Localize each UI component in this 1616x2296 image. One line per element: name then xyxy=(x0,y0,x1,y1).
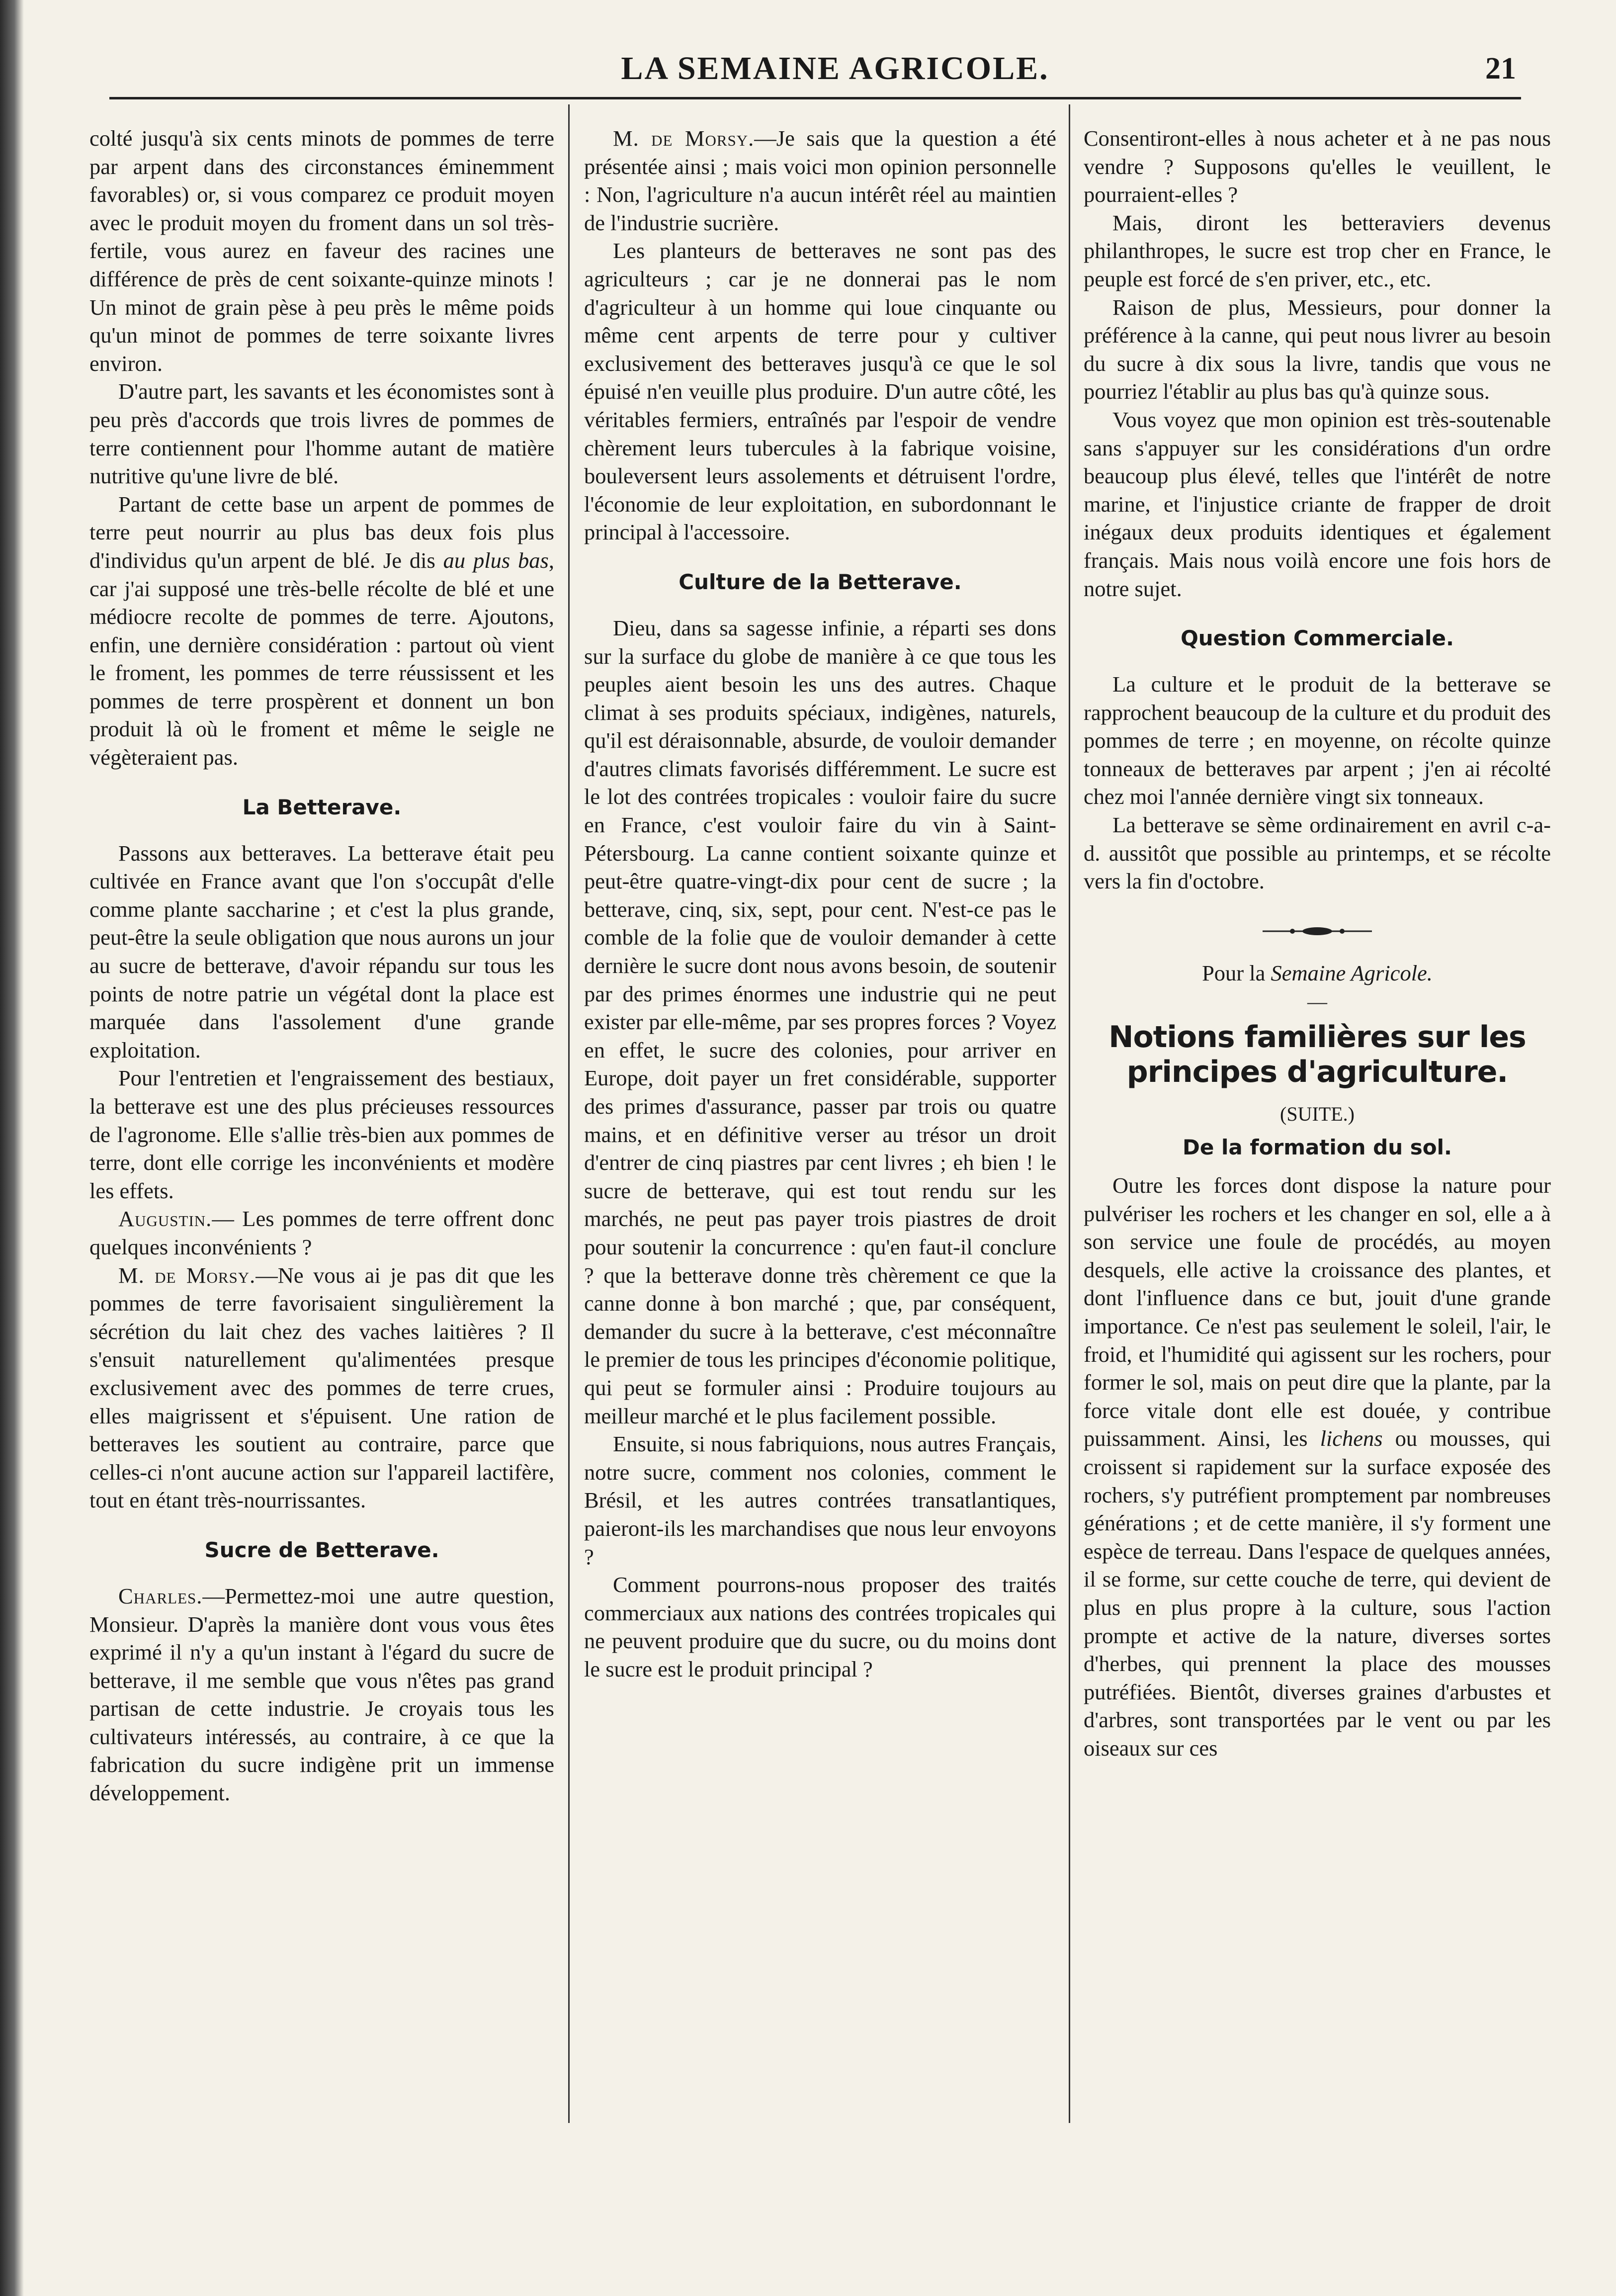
section-heading: Sucre de Betterave. xyxy=(204,1537,439,1562)
page-header xyxy=(99,40,1516,94)
speaker-name: Charles. xyxy=(118,1583,203,1608)
paragraph: colté jusqu'à six cents minots de pommes de terre par arpent dans des circonstances éminemment favorables) or, si vous comparez ce produit moyen avec le produit moyen du froment dans un sol très-fertile, vous aurez en faveur des racines une différence de près de cent soixante-quinze minots ! Un minot de grain pèse à peu près le même poids qu'un minot de pommes de terre soixante livres environ. xyxy=(89,126,554,376)
paragraph: Raison de plus, Messieurs, pour donner la préférence à la canne, qui peut nous livrer au besoin du sucre à dix sous la livre, tandis que vous ne pourriez l'établir au plus bas qu'à quinze sous. xyxy=(1084,294,1551,404)
continuation-label: (SUITE.) xyxy=(1280,1103,1355,1126)
journal-title: LA SEMAINE AGRICOLE. xyxy=(621,50,1049,87)
emphasis: au plus bas xyxy=(443,547,549,573)
column-2 xyxy=(584,124,1056,2123)
text-run: Outre les forces dont dispose la nature pour pulvériser les rochers et les changer en sol, elle a à son service une foule de procédés, au moyen desquels, elle active la croissance des plantes, et dont l'influence dans ce but, jouit d'une grande importance. Ce n'est pas seulement le soleil, l'air, le froid, et l'humidité qui agissent sur les rochers, pour former le sol, mais on peut dire que la plante, par la force vitale dont elle est douée, y contribue puissamment. Ainsi, les xyxy=(1084,1173,1551,1451)
paragraph: Passons aux betteraves. La betterave était peu cultivée en France avant que l'on s'occupât d'elle comme plante saccharine ; et c'est la plus grande, peut-être la seule obligation que nous aurons un jour au sucre de betterave, d'avoir répandu sur tous les points de notre patrie un végétal dont la place est marquée dans l'assolement d'une grande exploitation. xyxy=(89,840,554,1062)
text-run: ou mousses, qui croissent si rapidement sur la surface exposée des rochers, s'y putréfient promptement par nombreuses générations ; et de cette manière, il s'y forment une espèce de terreau. Dans l'espace de quelques années, il se forme, sur cette couche de terre, qui devient de plus en plus propre à la culture, sous l'action prompte et active de la nature, diverses sortes d'herbes, qui prennent la place des mousses putréfiées. Bientôt, diverses graines d'arbustes et d'arbres, sont transportées par le vent ou par les oiseaux sur ces xyxy=(1084,1426,1551,1761)
speaker-name: M. de Morsy. xyxy=(613,126,755,151)
column-divider xyxy=(1069,104,1070,2123)
paragraph xyxy=(1084,1171,1551,1762)
dialogue-paragraph xyxy=(89,1261,554,1514)
text-run: —Ne vous ai je pas dit que les pommes de terre favorisaient singulièrement la sécrétion du lait chez des vaches laitières ? Il s'ensuit naturellement qu'alimentées presque exclusivement avec des pommes de terre crues, elles maigrissent et s'épuisent. Une ration de betteraves les soutient au contraire, parce que celles-ci n'ont aucune action sur l'appareil lactifère, tout en étant très-nourrissantes. xyxy=(89,1262,554,1513)
section-heading: Culture de la Betterave. xyxy=(679,569,962,594)
page-number: 21 xyxy=(1485,52,1516,86)
column-1 xyxy=(89,124,554,2123)
paragraph xyxy=(89,490,554,772)
paragraph: Pour l'entretien et l'engraissement des bestiaux, la betterave est une des plus précieuses ressources de l'agronome. Elle s'allie très-bien aux pommes de terre, dont elle corrige les inconvénients et modère les effets. xyxy=(89,1065,554,1203)
paragraph: Consentiront-elles à nous acheter et à ne pas nous vendre ? Supposons qu'elles le veuillent, le pourraient-elles ? xyxy=(1084,126,1551,207)
paragraph: La culture et le produit de la betterave se rapprochent beaucoup de la culture et du produit des pommes de terre ; en moyenne, on récolte quinze tonneaux de betteraves par arpent ; j'en ai récolté chez moi l'année dernière vingt six tonneaux. xyxy=(1084,672,1551,809)
dialogue-paragraph xyxy=(89,1582,554,1807)
short-rule: — xyxy=(1307,990,1327,1013)
column-divider xyxy=(568,104,570,2123)
paragraph: La betterave se sème ordinairement en avril c-a-d. aussitôt que possible au printemps, et se récolte vers la fin d'octobre. xyxy=(1084,812,1551,894)
paragraph: Les planteurs de betteraves ne sont pas des agriculteurs ; car je ne donnerai pas le nom d'agriculteur à un homme qui loue cinquante ou même cent arpents de terre pour y cultiver exclusivement des betteraves jusqu'à ce que le sol épuisé n'en veuille plus produire. D'un autre côté, les véritables fermiers, entraînés par l'espoir de vendre chèrement leurs tubercules à la fabrique voisine, bouleversent leurs assolements et détruisent l'ordre, l'économie de leur exploitation, en subordonnant le principal à l'accessoire. xyxy=(584,238,1056,545)
paragraph: Ensuite, si nous fabriquions, nous autres Français, notre sucre, comment nos colonies, comment le Brésil, et les autres contrées transatlantiques, paieront-ils les marchandises que nous leur envoyons ? xyxy=(584,1431,1056,1569)
ornament-divider xyxy=(1084,919,1551,939)
emphasis: Semaine Agricole. xyxy=(1271,960,1433,985)
paragraph: Mais, diront les betteraviers devenus philanthropes, le sucre est trop cher en France, le peuple est forcé de s'en priver, etc., etc. xyxy=(1084,210,1551,291)
paragraph: Vous voyez que mon opinion est très-soutenable sans s'appuyer sur les considérations d'un ordre beaucoup plus élevé, telles que l'intérêt de notre marine, et l'injustice criante de frapper de droit inégaux deux produits identiques et également français. Mais nous voilà encore une fois hors de notre sujet. xyxy=(1084,407,1551,601)
section-heading: La Betterave. xyxy=(242,795,402,819)
text-run: —Permettez-moi une autre question, Monsieur. D'après la manière dont vous vous êtes exprimé il n'y a qu'un instant à l'égard du sucre de betterave, il me semble que vous n'êtes pas grand partisan de cette industrie. Je croyais tous les cultivateurs intéressés, au contraire, à ce que la fabrication du sucre indigène prit un immense développement. xyxy=(89,1583,554,1806)
binding-shadow xyxy=(0,0,24,2296)
section-heading: De la formation du sol. xyxy=(1183,1135,1452,1160)
text-run: Pour la xyxy=(1202,960,1271,985)
emphasis: lichens xyxy=(1320,1426,1383,1451)
speaker-name: M. de Morsy. xyxy=(118,1262,256,1288)
dialogue-paragraph xyxy=(89,1205,554,1261)
dialogue-paragraph xyxy=(584,124,1056,237)
speaker-name: Augustin. xyxy=(118,1206,212,1232)
column-3 xyxy=(1084,124,1551,2123)
byline xyxy=(1084,959,1551,987)
text-run: —Je sais que la question a été présentée ainsi ; mais voici mon opinion personnelle : Non, l'agriculture n'a aucun intérêt réel au maintien de l'industrie sucrière. xyxy=(584,126,1056,235)
article-title: Notions familières sur les principes d'agriculture. xyxy=(1108,1020,1526,1090)
ornament-icon xyxy=(1258,925,1377,937)
text-run: — Les pommes de terre offrent donc quelques inconvénients ? xyxy=(89,1206,554,1259)
text-run: Partant de cette base un arpent de pommes de terre peut nourrir au plus bas deux fois plus d'individus qu'un arpent de blé. Je dis xyxy=(89,491,554,573)
section-heading: Question Commerciale. xyxy=(1181,626,1454,651)
paragraph: Comment pourrons-nous proposer des traités commerciaux aux nations des contrées tropicales qui ne peuvent produire que du sucre, ou du moins dont le sucre est le produit principal ? xyxy=(584,1572,1056,1681)
header-rule xyxy=(109,97,1521,99)
paragraph: Dieu, dans sa sagesse infinie, a réparti ses dons sur la surface du globe de manière à ce que tous les peuples aient besoin les uns des autres. Chaque climat à ses produits spéciaux, indigènes, naturels, qu'il est déraisonnable, absurde, de vouloir demander d'autres climats favorisés différemment. Le sucre est le lot des contrées tropicales : vouloir faire du sucre en France, c'est vouloir faire du vin à Saint-Pétersbourg. La canne contient soixante quinze et peut-être quatre-vingt-dix pour cent de sucre ; la betterave, cinq, six, sept, pour cent. N'est-ce pas le comble de la folie que de vouloir demander à cette dernière le sucre dont nous avons besoin, de soutenir par des primes énormes une industrie qui ne peut exister par elle-même, par ses propres forces ? Voyez en effet, le sucre des colonies, pour arriver en Europe, doit payer un fret considérable, supporter des primes d'assurance, passer par trois ou quatre mains, et en définitive verser au trésor un droit d'entrer de cinq piastres par cent livres ; eh bien ! le sucre de betterave, qui est tout rendu sur les marchés, ne peut pas payer trois piastres de droit pour soutenir la concurrence : qu'en faut-il conclure ? que la betterave donne très chèrement ce que la canne donne à bon marché ; que, par conséquent, demander du sucre à la betterave, c'est méconnaître le premier de tous les principes d'économie politique, qui peut se formuler ainsi : Produire toujours au meilleur marché et le plus facilement possible. xyxy=(584,615,1056,1428)
paragraph: D'autre part, les savants et les économistes sont à peu près d'accords que trois livres de pommes de terre contiennent pour l'homme autant de matière nutritive qu'une livre de blé. xyxy=(89,379,554,489)
text-run: , car j'ai supposé une très-belle récolte de blé et une médiocre recolte de pommes de terre. Ajoutons, enfin, une dernière considération : partout où vient le froment, les pommes de terre réussissent et les pommes de terre prospèrent et donnent un bon produit là où le froment et même le seigle ne végèteraient pas. xyxy=(89,547,554,770)
